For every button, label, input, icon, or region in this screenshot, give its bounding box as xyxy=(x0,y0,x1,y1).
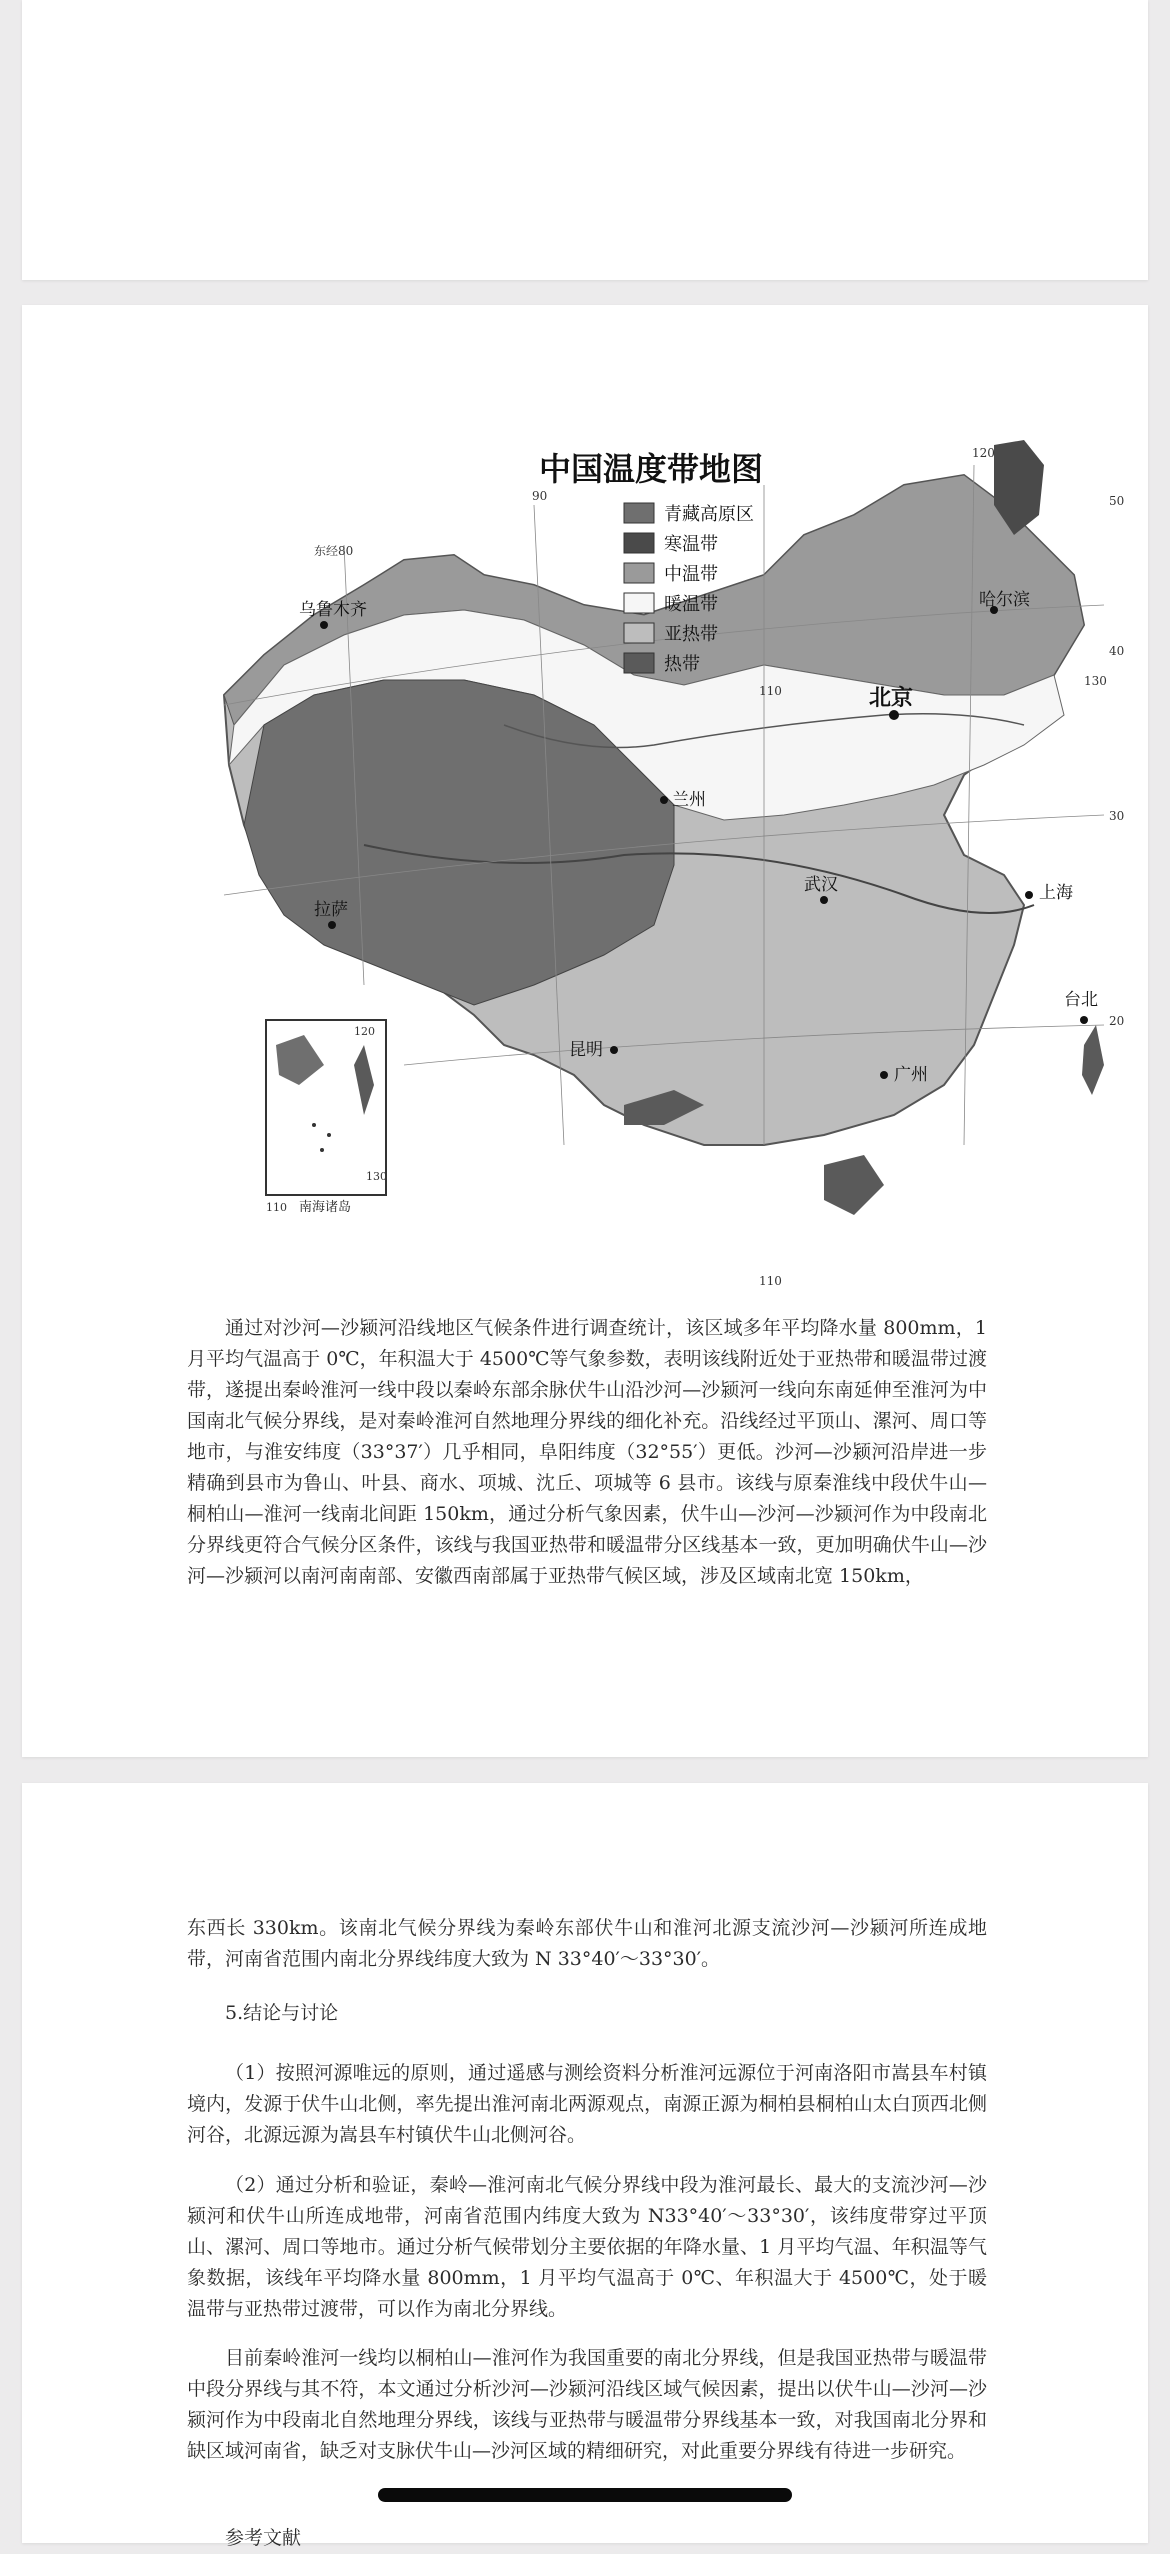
city-label: 兰州 xyxy=(672,790,706,810)
city-label: 广州 xyxy=(894,1065,928,1085)
references-heading: 参考文献 xyxy=(225,2527,302,2549)
graticule-label: 20 xyxy=(1109,1014,1125,1028)
inset-tick: 130 xyxy=(366,1170,387,1183)
city-label: 台北 xyxy=(1064,990,1098,1010)
graticule-label: 40 xyxy=(1109,644,1125,658)
inset-label: 南海诸岛 xyxy=(299,1200,352,1215)
graticule-label: 110 xyxy=(759,1274,782,1288)
graticule-label: 东经80 xyxy=(314,544,354,558)
map-region-taiwan xyxy=(1082,1025,1104,1095)
document-page-3 xyxy=(22,1783,1148,2549)
map-title: 中国温度带地图 xyxy=(539,450,764,488)
conclusion-paragraph-1: （1）按照河源唯远的原则，通过遥感与测绘资料分析淮河远源位于河南洛阳市嵩县车村镇境内，发源于伏牛山北侧，率先提出淮河南北两源观点，南源正源为桐柏县桐柏山太白顶西北侧河谷，北源远源为嵩县车村镇伏牛山北侧河谷。 xyxy=(187,2062,987,2146)
china-temperature-zone-map xyxy=(204,425,1148,1305)
city-label: 昆明 xyxy=(569,1040,603,1060)
home-indicator[interactable] xyxy=(378,2488,792,2502)
document-page-2 xyxy=(22,305,1148,1757)
conclusion-paragraph-3: 目前秦岭淮河一线均以桐柏山—淮河作为我国重要的南北分界线，但是我国亚热带与暖温带中段分界线与其不符，本文通过分析沙河—沙颍河沿线区域气候因素，提出以伏牛山—沙河—沙颍河作为中段南北自然地理分界线，该线与亚热带与暖温带分界线基本一致，对我国南北分界和缺区域河南省，缺乏对支脉伏牛山—沙河区域的精细研究，对此重要分界线有待进一步研究。 xyxy=(187,2347,987,2462)
map-region-tropical-hainan xyxy=(824,1155,884,1215)
graticule-label: 90 xyxy=(532,489,548,503)
graticule-label: 50 xyxy=(1109,494,1125,508)
graticule-label: 110 xyxy=(759,684,782,698)
city-label: 武汉 xyxy=(804,875,838,895)
body-paragraph: 通过对沙河—沙颍河沿线地区气候条件进行调查统计，该区域多年平均降水量 800mm，1 月平均气温高于 0℃，年积温大于 4500℃等气象参数，表明该线附近处于亚热带和暖温带过渡带，遂提出秦岭淮河一线中段以秦岭东部余脉伏牛山沿沙河—沙颍河一线向东南延伸至淮河为中国南北气候分界线，是对秦岭淮河自然地理分界线的细化补充。沿线经过平顶山、漯河、周口等地市，与淮安纬度（33°37′）几乎相同，阜阳纬度（32°55′）更低。沙河—沙颍河沿岸进一步精确到县市为鲁山、叶县、商水、项城、沈丘、项城等 6 县市。该线与原秦淮线中段伏牛山—桐柏山—淮河一线南北间距 150km，通过分析气象因素，伏牛山—沙河—沙颍河作为中段南北分界线更符合气候分区条件，该线与我国亚热带和暖温带分区线基本一致，更加明确伏牛山—沙河—沙颍河以南河南南部、安徽西南部属于亚热带气候区域，涉及区域南北宽 150km， xyxy=(187,1317,987,1587)
legend-label: 青藏高原区 xyxy=(664,504,754,525)
city-label: 上海 xyxy=(1039,883,1073,903)
document-page-1 xyxy=(22,0,1148,280)
graticule-label: 120 xyxy=(972,446,995,460)
body-paragraph-continuation: 东西长 330km。该南北气候分界线为秦岭东部伏牛山和淮河北源支流沙河—沙颍河所连成地带，河南省范围内南北分界线纬度大致为 N 33°40′～33°30′。 xyxy=(187,1917,987,1970)
graticule-label: 30 xyxy=(1109,809,1125,823)
legend-label: 亚热带 xyxy=(664,624,718,645)
legend-label: 寒温带 xyxy=(664,534,718,555)
inset-tick: 120 xyxy=(354,1025,375,1038)
conclusion-paragraph-2: （2）通过分析和验证，秦岭—淮河南北气候分界线中段为淮河最长、最大的支流沙河—沙颍河和伏牛山所连成地带，河南省范围内纬度大致为 N33°40′～33°30′，该纬度带穿过平顶山、漯河、周口等地市。通过分析气候带划分主要依据的年降水量、1 月平均气温、年积温等气象数据，该线年平均降水量 800mm，1 月平均气温高于 0℃、年积温大于 4500℃，处于暖温带与亚热带过渡带，可以作为南北分界线。 xyxy=(187,2174,987,2320)
inset-tick: 110 xyxy=(266,1201,287,1214)
legend-label: 热带 xyxy=(664,654,700,675)
graticule-label: 130 xyxy=(1084,674,1107,688)
legend-label: 中温带 xyxy=(664,564,718,585)
city-label: 哈尔滨 xyxy=(979,590,1030,610)
city-label: 拉萨 xyxy=(314,900,348,920)
legend-label: 暖温带 xyxy=(664,594,718,615)
section-heading: 5.结论与讨论 xyxy=(225,2002,339,2024)
city-label: 乌鲁木齐 xyxy=(299,600,367,620)
city-label: 北京 xyxy=(869,685,914,711)
